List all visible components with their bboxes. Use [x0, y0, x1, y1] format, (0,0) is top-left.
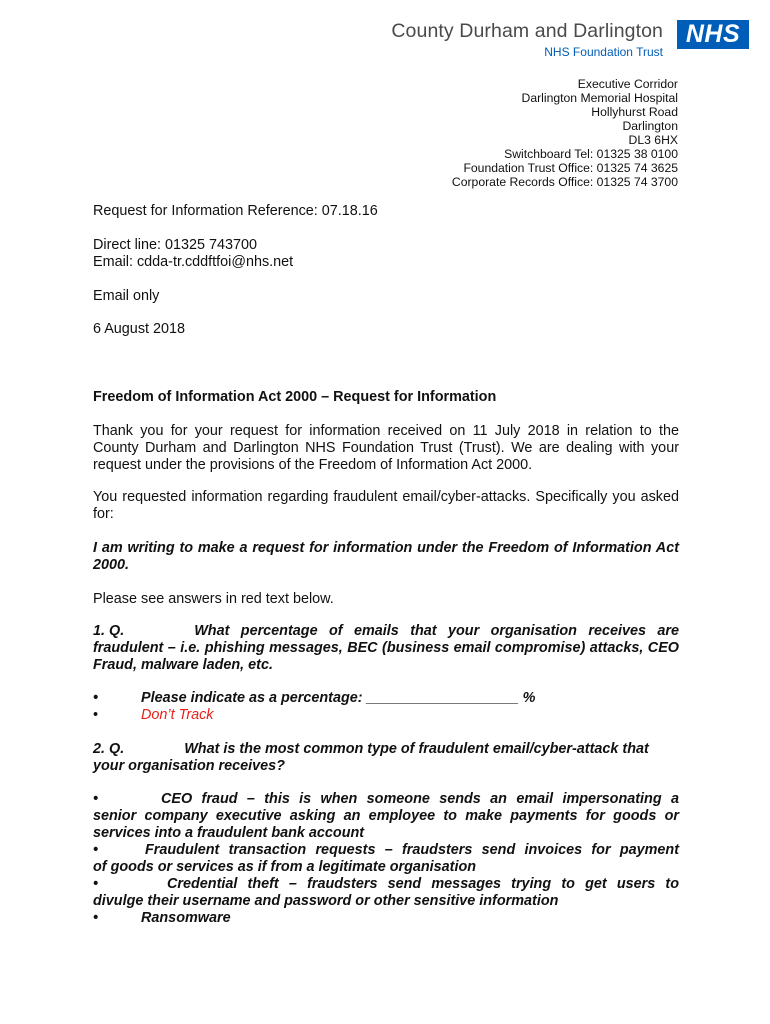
request-statement: I am writing to make a request for information under the Freedom of Information Act 2000. [93, 540, 679, 573]
logo-trust-name: NHS Foundation Trust [544, 45, 663, 59]
question-2-number: 2. Q. [93, 741, 125, 757]
address-line: Switchboard Tel: 01325 38 0100 [504, 147, 678, 161]
direct-line: Direct line: 01325 743700 [93, 237, 258, 253]
logo-text [391, 20, 663, 59]
bullet-icon: • [93, 910, 99, 926]
option-first-line [93, 842, 679, 859]
letter-date: 6 August 2018 [93, 321, 186, 337]
option-first-line [93, 876, 679, 893]
list-item [93, 910, 679, 927]
logo-org-name: County Durham and Darlington [391, 20, 663, 42]
option-head: CEO fraud – this is when someone sends an email impersonating a [161, 791, 679, 807]
nhs-logo-icon: NHS [677, 20, 749, 49]
percentage-prompt: Please indicate as a percentage: ___________________ % [141, 690, 536, 706]
reference-line: Request for Information Reference: 07.18.16 [93, 203, 378, 219]
address-line: Executive Corridor [577, 77, 678, 91]
list-item [93, 707, 679, 724]
bullet-icon: • [93, 690, 99, 706]
question-1-text-first: What percentage of emails that your organisation receives are [194, 623, 679, 639]
question-2-options [93, 791, 679, 927]
email-line: Email: cdda-tr.cddftfoi@nhs.net [93, 254, 294, 270]
bullet-icon: • [93, 842, 99, 858]
intro-paragraph: Thank you for your request for information received on 11 July 2018 in relation to the County Durham and Darlington NHS Foundation Trust (Trust). We are dealing with your request under the provisions of the Freedom of Information Act 2000. [93, 423, 679, 473]
question-2 [93, 741, 679, 775]
address-line: Darlington [622, 119, 678, 133]
bullet-icon: • [93, 876, 99, 892]
option-first-line [93, 791, 679, 808]
answer-text: Don’t Track [141, 707, 214, 723]
address-line: Foundation Trust Office: 01325 74 3625 [463, 161, 678, 175]
answers-note: Please see answers in red text below. [93, 591, 334, 607]
trust-logo [379, 14, 749, 58]
address-line: Darlington Memorial Hospital [521, 91, 678, 105]
email-only-line: Email only [93, 288, 160, 304]
question-1-text-rest: fraudulent – i.e. phishing messages, BEC (business email compromise) attacks, CEO Fraud, malware laden, etc. [93, 640, 679, 673]
list-item [93, 842, 679, 876]
option-head: Ransomware [141, 910, 231, 926]
address-line: DL3 6HX [628, 133, 678, 147]
option-head: Fraudulent transaction requests – fraudsters send invoices for payment [145, 842, 679, 858]
question-2-text: What is the most common type of fraudulent email/cyber-attack that your organisation receives? [93, 741, 649, 774]
question-1-number: 1. Q. [93, 623, 125, 639]
option-first-line [93, 910, 679, 927]
option-rest: divulge their username and password or other sensitive information [93, 893, 559, 909]
option-rest: senior company executive asking an employee to make payments for goods or services into a fraudulent bank account [93, 808, 679, 841]
bullet-icon: • [93, 707, 99, 723]
list-item [93, 876, 679, 910]
list-item [93, 690, 679, 707]
option-head: Credential theft – fraudsters send messages trying to get users to [167, 876, 679, 892]
address-line: Corporate Records Office: 01325 74 3700 [451, 175, 678, 189]
request-paragraph: You requested information regarding fraudulent email/cyber-attacks. Specifically you asked for: [93, 489, 679, 522]
address-line: Hollyhurst Road [591, 105, 678, 119]
letter-subject: Freedom of Information Act 2000 – Request for Information [93, 389, 497, 405]
question-1-first-line [93, 623, 679, 640]
bullet-icon: • [93, 791, 99, 807]
question-1 [93, 623, 679, 674]
sender-address [452, 77, 678, 189]
question-1-bullets [93, 690, 679, 724]
list-item [93, 791, 679, 842]
option-rest: of goods or services as if from a legitimate organisation [93, 859, 477, 875]
